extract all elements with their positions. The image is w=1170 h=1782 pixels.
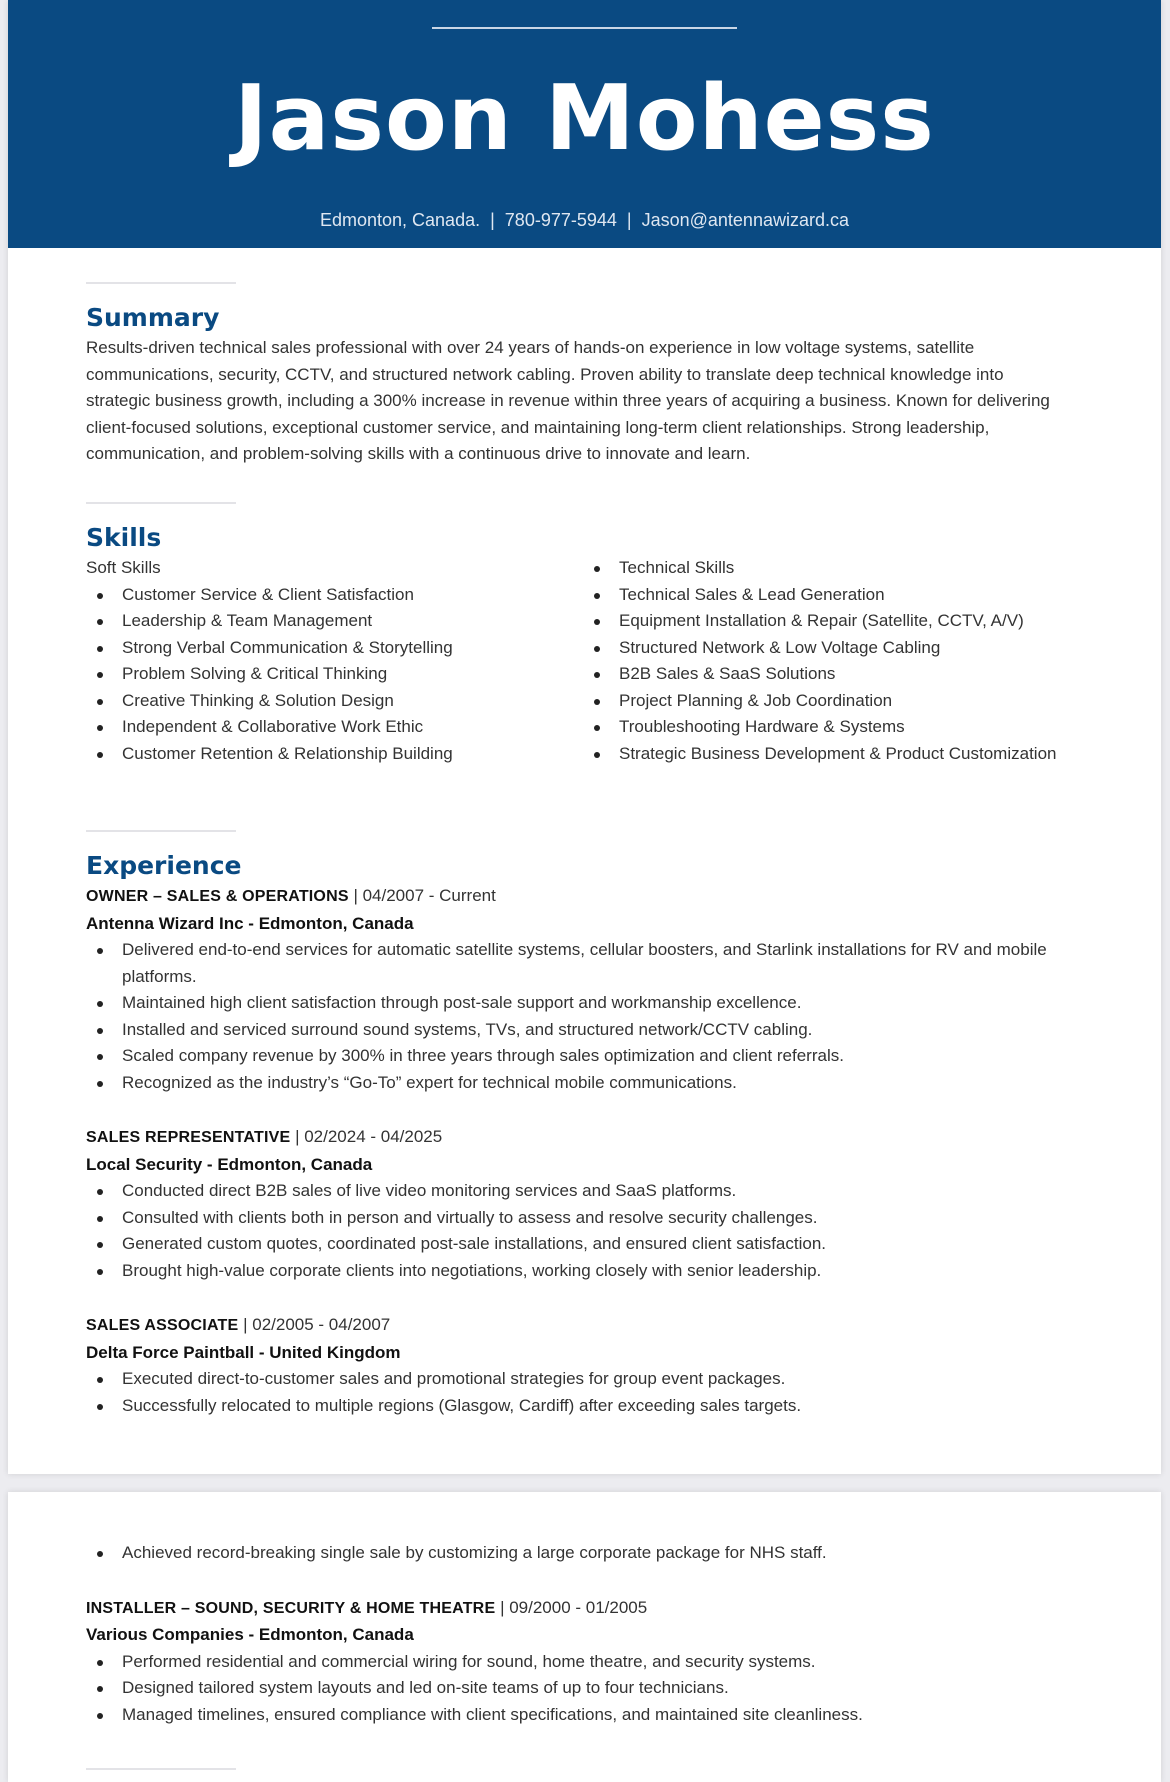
technical-skill-item: Strategic Business Development & Product Customization [583, 741, 1069, 768]
technical-skills-column [583, 555, 1069, 767]
job-entry [86, 1124, 1069, 1284]
technical-skill-item: Structured Network & Low Voltage Cabling [583, 635, 1069, 662]
job-dates: 02/2024 - 04/2025 [304, 1127, 443, 1146]
job-bullets [86, 1649, 1069, 1729]
job-bullet: Performed residential and commercial wiring for sound, home theatre, and security systems. [86, 1649, 1069, 1676]
job-bullets [86, 1540, 1069, 1567]
technical-skills-list [583, 555, 1069, 767]
job-bullets [86, 937, 1069, 1096]
summary-heading: Summary [86, 303, 220, 332]
job-separator: | [295, 1127, 305, 1146]
soft-skills-list [86, 582, 583, 768]
section-divider [86, 1768, 236, 1770]
job-title: SALES ASSOCIATE [86, 1317, 239, 1334]
resume-header [8, 0, 1161, 248]
job-dates: 02/2005 - 04/2007 [252, 1315, 391, 1334]
contact-separator: | [626, 210, 632, 230]
technical-skill-item: B2B Sales & SaaS Solutions [583, 661, 1069, 688]
job-separator: | [353, 886, 363, 905]
job-company: Delta Force Paintball - United Kingdom [86, 1342, 401, 1362]
skills-section [86, 502, 1069, 767]
soft-skill-item: Leadership & Team Management [86, 608, 583, 635]
experience-heading: Experience [86, 851, 242, 880]
job-bullet: Conducted direct B2B sales of live video monitoring services and SaaS platforms. [86, 1178, 1069, 1205]
job-separator: | [500, 1597, 510, 1617]
job-company: Antenna Wizard Inc - Edmonton, Canada [86, 913, 414, 933]
section-divider [86, 830, 236, 832]
job-bullet: Scaled company revenue by 300% in three years through sales optimization and client referrals. [86, 1043, 1069, 1070]
job-bullet: Generated custom quotes, coordinated post-sale installations, and ensured client satisfaction. [86, 1231, 1069, 1258]
contact-email[interactable]: Jason@antennawizard.ca [641, 210, 849, 230]
soft-skill-item: Customer Retention & Relationship Building [86, 741, 583, 768]
contact-line [8, 206, 1161, 234]
soft-skill-item: Problem Solving & Critical Thinking [86, 661, 583, 688]
job-entry [86, 883, 1069, 1096]
technical-skill-item: Technical Sales & Lead Generation [583, 582, 1069, 609]
resume-page-1 [8, 0, 1161, 1474]
job-title-line [86, 1312, 1069, 1340]
section-divider [86, 502, 236, 504]
technical-skill-item: Technical Skills [583, 555, 1069, 582]
summary-section [86, 282, 1069, 468]
job-entry [86, 1595, 1069, 1729]
section-divider [86, 282, 236, 284]
contact-phone[interactable]: 780-977-5944 [504, 210, 617, 230]
job-bullet: Delivered end-to-end services for automatic satellite systems, cellular boosters, and Starlink installations for RV and mobile platforms. [86, 937, 1069, 990]
contact-location: Edmonton, Canada. [319, 210, 481, 230]
job-title-line [86, 883, 1069, 911]
resume-page-2 [8, 1492, 1161, 1782]
job-bullets [86, 1366, 1069, 1419]
soft-skill-item: Creative Thinking & Solution Design [86, 688, 583, 715]
job-bullet: Installed and serviced surround sound systems, TVs, and structured network/CCTV cabling. [86, 1017, 1069, 1044]
job-entry [86, 1312, 1069, 1419]
job-company: Local Security - Edmonton, Canada [86, 1154, 373, 1174]
job-separator: | [243, 1315, 253, 1334]
skills-columns [86, 555, 1069, 767]
soft-skills-column [86, 555, 583, 767]
technical-skill-item: Project Planning & Job Coordination [583, 688, 1069, 715]
job-dates: 09/2000 - 01/2005 [509, 1597, 648, 1617]
contact-separator: | [490, 210, 495, 230]
job-bullet: Achieved record-breaking single sale by customizing a large corporate package for NHS staff. [86, 1540, 1069, 1567]
soft-skills-heading: Soft Skills [86, 558, 161, 577]
soft-skill-item: Strong Verbal Communication & Storytelling [86, 635, 583, 662]
candidate-name: Jason Mohess [234, 66, 935, 171]
job-title-line [86, 1124, 1069, 1152]
job-title-line [86, 1595, 1069, 1623]
job-bullet: Managed timelines, ensured compliance with client specifications, and maintained site cleanliness. [86, 1702, 1069, 1729]
experience-section [86, 830, 1069, 1419]
job-title: SALES REPRESENTATIVE [86, 1129, 291, 1146]
soft-skill-item: Customer Service & Client Satisfaction [86, 582, 583, 609]
header-divider [432, 27, 737, 29]
soft-skill-item: Independent & Collaborative Work Ethic [86, 714, 583, 741]
summary-text: Results-driven technical sales professional with over 24 years of hands-on experience in low voltage systems, satellite communications, security, CCTV, and structured network cabling. Proven ability to translate deep technical knowledge into strategic business growth, including a 300% increase in revenue within three years of acquiring a business. Known for delivering client-focused solutions, exceptional customer service, and maintaining long-term client relationships. Strong leadership, communication, and problem-solving skills with a continuous drive to innovate and learn. [86, 338, 1050, 463]
job-bullet: Executed direct-to-customer sales and promotional strategies for group event packages. [86, 1366, 1069, 1393]
job-bullet: Designed tailored system layouts and led on-site teams of up to four technicians. [86, 1675, 1069, 1702]
job-title: OWNER – SALES & OPERATIONS [86, 888, 349, 905]
job-bullets [86, 1178, 1069, 1284]
experience-continued [86, 1540, 1069, 1770]
job-bullet: Brought high-value corporate clients into negotiations, working closely with senior leadership. [86, 1258, 1069, 1285]
job-bullet: Recognized as the industry’s “Go-To” expert for technical mobile communications. [86, 1070, 1069, 1097]
job-bullet: Successfully relocated to multiple regions (Glasgow, Cardiff) after exceeding sales targets. [86, 1393, 1069, 1420]
technical-skill-item: Equipment Installation & Repair (Satellite, CCTV, A/V) [583, 608, 1069, 635]
job-bullet: Consulted with clients both in person and virtually to assess and resolve security challenges. [86, 1205, 1069, 1232]
job-title: INSTALLER – SOUND, SECURITY & HOME THEATRE [86, 1599, 496, 1617]
job-bullet: Maintained high client satisfaction through post-sale support and workmanship excellence. [86, 990, 1069, 1017]
technical-skill-item: Troubleshooting Hardware & Systems [583, 714, 1069, 741]
job-company: Various Companies - Edmonton, Canada [86, 1625, 414, 1644]
job-dates: 04/2007 - Current [362, 886, 496, 905]
skills-heading: Skills [86, 523, 162, 552]
